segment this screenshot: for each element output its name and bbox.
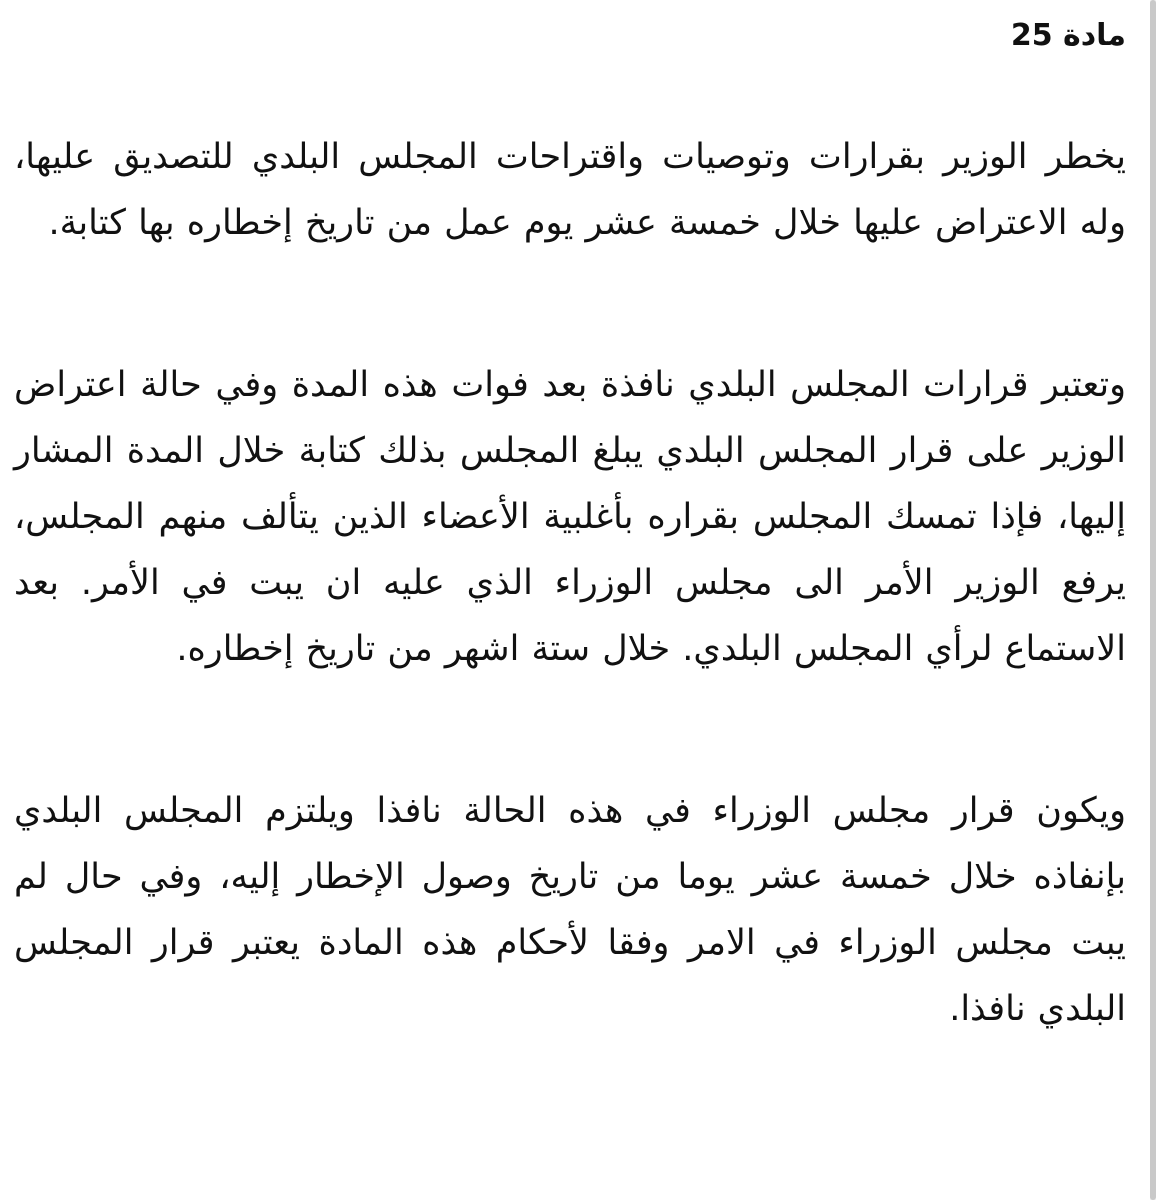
paragraph-objection: وتعتبر قرارات المجلس البلدي نافذة بعد فوات هذه المدة وفي حالة اعتراض الوزير على قرار المجلس البلدي يبلغ المجلس بذلك كتابة خلال المدة المشار إليها، فإذا تمسك المجلس بقراره بأغلبية الأعضاء الذين يتألف منهم المجلس، يرفع الوزير الأمر الى مجلس الوزراء الذي عليه ان يبت في الأمر. بعد الاستماع لرأي المجلس البلدي. خلال ستة اشهر من تاريخ إخطاره.: [14, 365, 1126, 669]
scrollbar[interactable]: [1150, 0, 1156, 1200]
article-body: [14, 124, 1126, 1042]
scrollbar-thumb[interactable]: [1150, 0, 1156, 1200]
paragraph-cabinet-decision: ويكون قرار مجلس الوزراء في هذه الحالة نافذا ويلتزم المجلس البلدي بإنفاذه خلال خمسة عشر يوما من تاريخ وصول الإخطار إليه، وفي حال لم يبت مجلس الوزراء في الامر وفقا لأحكام هذه المادة يعتبر قرار المجلس البلدي نافذا.: [14, 791, 1126, 1029]
paragraph-notification: يخطر الوزير بقرارات وتوصيات واقتراحات المجلس البلدي للتصديق عليها، وله الاعتراض عليها خلال خمسة عشر يوم عمل من تاريخ إخطاره بها كتابة.: [14, 137, 1126, 243]
article-title: مادة 25: [1010, 18, 1126, 53]
